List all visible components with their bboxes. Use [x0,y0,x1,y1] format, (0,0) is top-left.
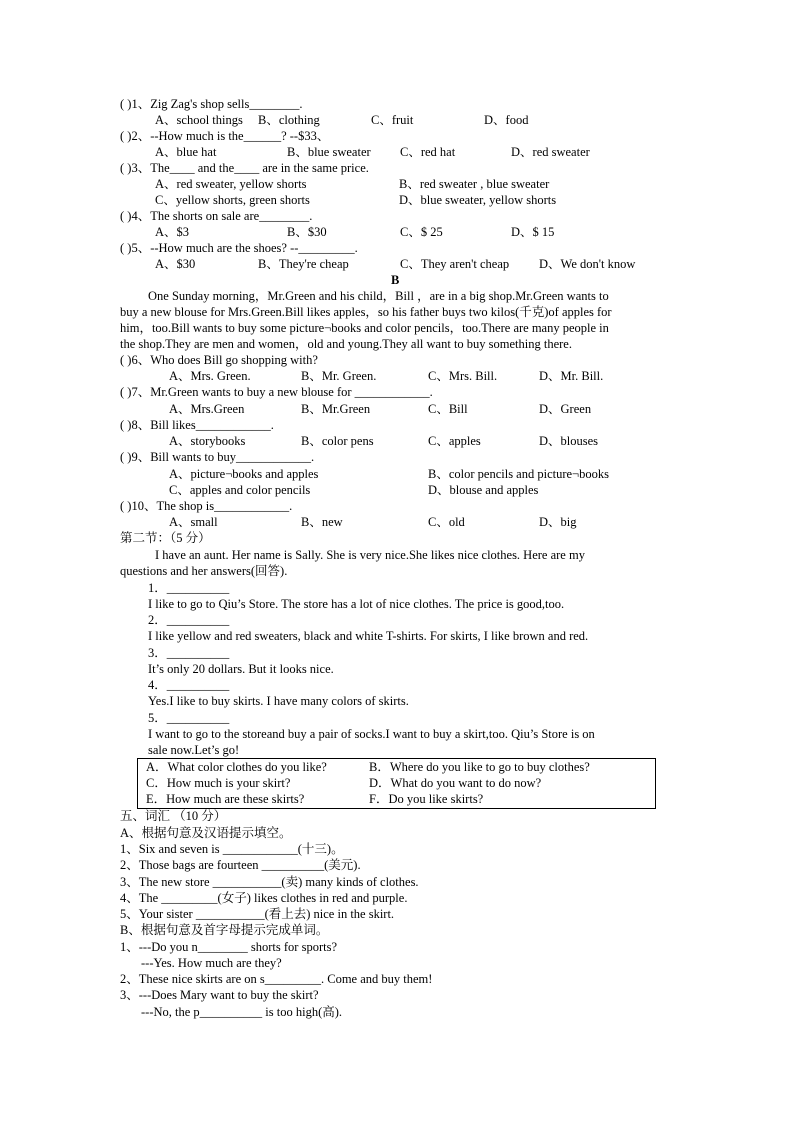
q9-option-b: B、color pencils and picture¬books [428,467,609,481]
dialog-blank-1: 1．__________ [148,581,230,595]
dialog-answer-5-cont: sale now.Let’s go! [148,743,240,757]
q1-option-d: D、food [484,113,529,127]
q5-option-c: C、They aren't cheap [400,257,510,271]
vocab-a-5: 5、Your sister ___________(看上去) nice in the skirt. [120,907,395,921]
dialog-answer-1: I like to go to Qiu’s Store. The store has a lot of nice clothes. The price is good,too. [148,597,565,611]
q6-option-d: D、Mr. Bill. [539,369,604,383]
q4-option-b: B、$30 [287,225,327,239]
question-3-stem: ( )3、The____ and the____ are in the same price. [120,161,369,175]
vocab-b-3-reply: ---No, the p__________ is too high(高). [141,1005,343,1019]
dialog-blank-2: 2．__________ [148,613,230,627]
q1-option-b: B、clothing [258,113,320,127]
section-b-heading: B [391,273,400,287]
dialog-answer-5: I want to go to the storeand buy a pair of socks.I want to buy a skirt,too. Qiu’s Store is on [148,727,595,741]
q10-option-c: C、old [428,515,465,529]
vocab-heading: 五、词汇 （10 分） [120,809,227,823]
question-1-stem: ( )1、Zig Zag's shop sells________. [120,97,303,111]
part-two-heading: 第二节：（5 分） [120,531,211,545]
vocab-b-1: 1、---Do you n________ shorts for sports? [120,940,337,954]
choice-c: C．How much is your skirt? [146,776,291,790]
vocab-a-3: 3、The new store ___________(卖) many kinds of clothes. [120,875,419,889]
q10-option-d: D、big [539,515,577,529]
q3-option-b: B、red sweater , blue sweater [399,177,550,191]
q9-option-c: C、apples and color pencils [169,483,311,497]
q8-option-b: B、color pens [301,434,374,448]
q9-option-d: D、blouse and apples [428,483,539,497]
question-2-stem: ( )2、--How much is the______? --$33、 [120,129,330,143]
vocab-a-4: 4、The _________(女子) likes clothes in red and purple. [120,891,408,905]
question-9-stem: ( )9、Bill wants to buy____________. [120,450,315,464]
q9-option-a: A、picture¬books and apples [169,467,319,481]
choice-b: B．Where do you like to go to buy clothes? [369,760,590,774]
passage-line-1: One Sunday morning，Mr.Green and his child，Bill ，are in a big shop.Mr.Green wants to [148,289,609,303]
q5-option-b: B、They're cheap [258,257,349,271]
q10-option-b: B、new [301,515,343,529]
question-8-stem: ( )8、Bill likes____________. [120,418,274,432]
q6-option-b: B、Mr. Green. [301,369,377,383]
q6-option-c: C、Mrs. Bill. [428,369,498,383]
q2-option-b: B、blue sweater [287,145,371,159]
passage-line-4: the shop.They are men and women，old and young.They all want to buy something there. [120,337,572,351]
dialog-answer-2: I like yellow and red sweaters, black and white T-shirts. For skirts, I like brown and red. [148,629,589,643]
choice-d: D．What do you want to do now? [369,776,542,790]
question-5-stem: ( )5、--How much are the shoes? --_________. [120,241,358,255]
q1-option-a: A、school things [155,113,243,127]
q7-option-a: A、Mrs.Green [169,402,245,416]
question-10-stem: ( )10、The shop is____________. [120,499,293,513]
dialog-blank-5: 5．__________ [148,711,230,725]
q8-option-d: D、blouses [539,434,599,448]
q3-option-a: A、red sweater, yellow shorts [155,177,307,191]
dialog-answer-4: Yes.I like to buy skirts. I have many colors of skirts. [148,694,409,708]
passage-line-3: him，too.Bill wants to buy some picture¬books and color pencils，too.There are many people in [120,321,609,335]
part-two-intro-1: I have an aunt. Her name is Sally. She is very nice.She likes nice clothes. Here are my [155,548,585,562]
q5-option-d: D、We don't know [539,257,636,271]
vocab-sub-a: A、根据句意及汉语提示填空。 [120,826,292,840]
q1-option-c: C、fruit [371,113,414,127]
q7-option-c: C、Bill [428,402,468,416]
dialog-blank-4: 4．__________ [148,678,230,692]
q8-option-a: A、storybooks [169,434,246,448]
dialog-answer-3: It’s only 20 dollars. But it looks nice. [148,662,334,676]
q5-option-a: A、$30 [155,257,196,271]
q7-option-b: B、Mr.Green [301,402,371,416]
q4-option-c: C、$ 25 [400,225,443,239]
q2-option-a: A、blue hat [155,145,217,159]
vocab-b-1-reply: ---Yes. How much are they? [141,956,282,970]
q2-option-c: C、red hat [400,145,456,159]
question-7-stem: ( )7、Mr.Green wants to buy a new blouse for ____________. [120,385,433,399]
vocab-b-2: 2、These nice skirts are on s_________. Come and buy them! [120,972,433,986]
q4-option-a: A、$3 [155,225,190,239]
q3-option-c: C、yellow shorts, green shorts [155,193,310,207]
choice-a: A．What color clothes do you like? [146,760,327,774]
q6-option-a: A、Mrs. Green. [169,369,251,383]
q2-option-d: D、red sweater [511,145,590,159]
question-4-stem: ( )4、The shorts on sale are________. [120,209,313,223]
vocab-a-1: 1、Six and seven is ____________(十三)。 [120,842,344,856]
choice-f: F．Do you like skirts? [369,792,484,806]
q4-option-d: D、$ 15 [511,225,555,239]
question-6-stem: ( )6、Who does Bill go shopping with? [120,353,318,367]
choice-e: E．How much are these skirts? [146,792,305,806]
q7-option-d: D、Green [539,402,592,416]
q10-option-a: A、small [169,515,218,529]
dialog-blank-3: 3．__________ [148,646,230,660]
passage-line-2: buy a new blouse for Mrs.Green.Bill likes apples，so his father buys two kilos(千克)of apples for [120,305,612,319]
q8-option-c: C、apples [428,434,481,448]
vocab-b-3: 3、---Does Mary want to buy the skirt? [120,988,319,1002]
part-two-intro-2: questions and her answers(回答). [120,564,288,578]
vocab-a-2: 2、Those bags are fourteen __________(美元). [120,858,361,872]
q3-option-d: D、blue sweater, yellow shorts [399,193,557,207]
vocab-sub-b: B、根据句意及首字母提示完成单词。 [120,923,329,937]
